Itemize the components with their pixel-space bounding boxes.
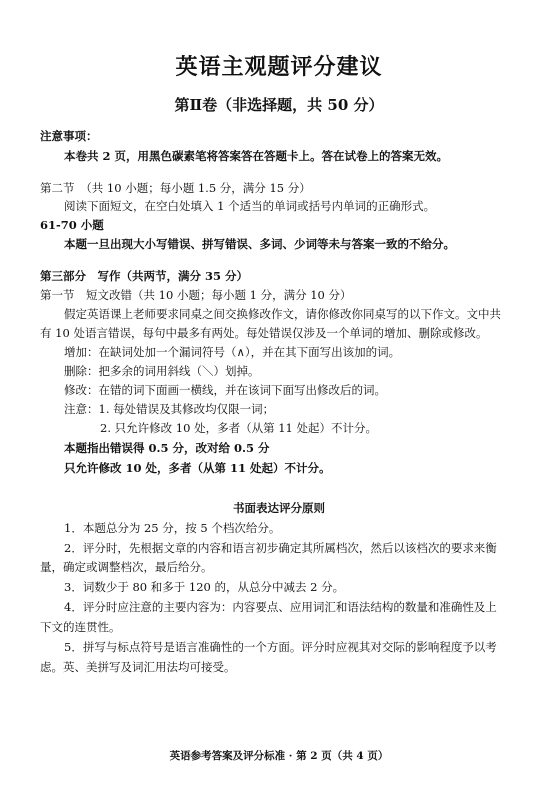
- section2-instruction: 阅读下面短文，在空白处填入 1 个适当的单词或括号内单词的正确形式。: [64, 199, 436, 213]
- writing-heading: 书面表达评分原则: [233, 501, 325, 515]
- note-1: 注意：1. 每处错误及其修改均仅限一词；: [64, 402, 275, 416]
- part3-heading: 第三部分 写作（共两节，满分 35 分）: [40, 269, 249, 283]
- writing-item-5-line2: 虑。英、美拼写及词汇用法均可接受。: [40, 660, 236, 674]
- notice-heading: 注意事项：: [40, 129, 98, 143]
- page-footer: 英语参考答案及评分标准 · 第 2 页（共 4 页）: [169, 750, 389, 762]
- part3-sec1-heading: 第一节 短文改错（共 10 小题；每小题 1 分，满分 10 分）: [40, 288, 352, 302]
- note-2: 2. 只允许修改 10 处，多者（从第 11 处起）不计分。: [100, 421, 378, 435]
- page-subtitle: 第Ⅱ卷（非选择题，共 50 分）: [174, 96, 384, 114]
- rule-add: 增加：在缺词处加一个漏词符号（∧），并在其下面写出该加的词。: [64, 345, 401, 359]
- scoring-note-1: 本题指出错误得 0.5 分，改对给 0.5 分: [64, 441, 270, 455]
- writing-item-4-line2: 下文的连贯性。: [40, 620, 121, 634]
- part3-paragraph-line2: 有 10 处语言错误，每句中最多有两处。每处错误仅涉及一个单词的增加、删除或修改。: [40, 326, 488, 340]
- section2-range: 61-70 小题: [40, 218, 104, 232]
- part3-paragraph-line1: 假定英语课上老师要求同桌之间交换修改作文，请你修改你同桌写的以下作文。文中共: [64, 307, 501, 321]
- writing-item-1: 1．本题总分为 25 分，按 5 个档次给分。: [64, 521, 281, 535]
- writing-item-2-line1: 2．评分时，先根据文章的内容和语言初步确定其所属档次，然后以该档次的要求来衡: [64, 541, 497, 555]
- rule-delete: 删除：把多余的词用斜线（＼）划掉。: [64, 364, 260, 378]
- writing-item-2-line2: 量，确定或调整档次，最后给分。: [40, 560, 213, 574]
- section2-heading: 第二节 （共 10 小题；每小题 1.5 分，满分 15 分）: [40, 181, 311, 195]
- writing-item-5-line1: 5．拼写与标点符号是语言准确性的一个方面。评分时应视其对交际的影响程度予以考: [64, 640, 497, 654]
- writing-item-4-line1: 4．评分时应注意的主要内容为：内容要点、应用词汇和语法结构的数量和准确性及上: [64, 600, 497, 614]
- rule-modify: 修改：在错的词下面画一横线，并在该词下面写出修改后的词。: [64, 383, 386, 397]
- scoring-note-2: 只允许修改 10 处，多者（从第 11 处起）不计分。: [64, 461, 331, 475]
- page-title: 英语主观题评分建议: [175, 54, 383, 80]
- section2-rule: 本题一旦出现大小写错误、拼写错误、多词、少词等未与答案一致的不给分。: [64, 237, 455, 251]
- writing-item-3: 3．词数少于 80 和多于 120 的，从总分中减去 2 分。: [64, 580, 345, 594]
- notice-text: 本卷共 2 页，用黑色碳素笔将答案答在答题卡上。答在试卷上的答案无效。: [64, 149, 449, 163]
